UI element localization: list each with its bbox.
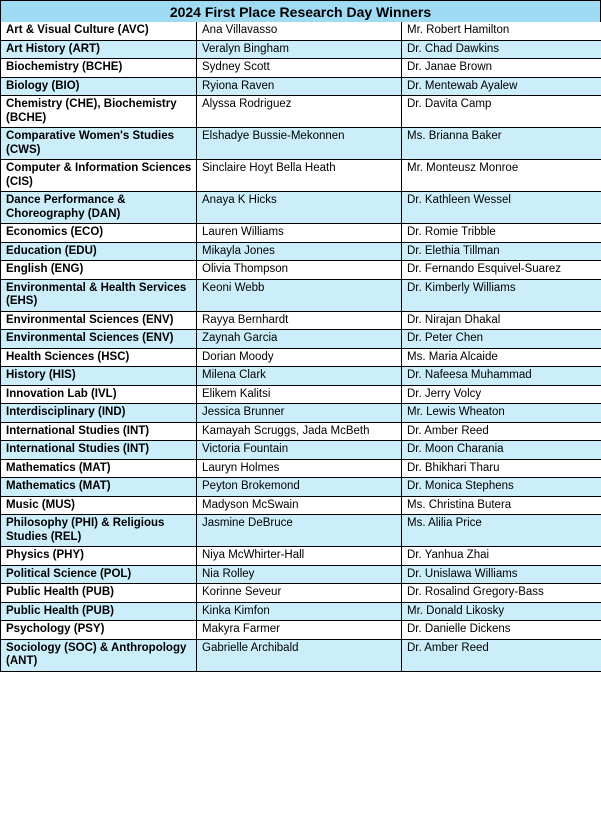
table-row — [1, 547, 601, 566]
cell-student: Kamayah Scruggs, Jada McBeth — [197, 422, 402, 441]
cell-student: Sydney Scott — [197, 59, 402, 78]
table-row — [1, 496, 601, 515]
cell-student: Mikayla Jones — [197, 242, 402, 261]
cell-mentor: Dr. Amber Reed — [402, 639, 601, 671]
cell-student: Nia Rolley — [197, 565, 402, 584]
cell-student: Jessica Brunner — [197, 404, 402, 423]
cell-mentor: Dr. Mentewab Ayalew — [402, 77, 601, 96]
cell-mentor: Dr. Unislawa Williams — [402, 565, 601, 584]
page-title: 2024 First Place Research Day Winners — [169, 3, 432, 20]
cell-department: Political Science (POL) — [1, 565, 197, 584]
cell-student: Lauren Williams — [197, 224, 402, 243]
cell-mentor: Dr. Fernando Esquivel-Suarez — [402, 261, 601, 280]
cell-mentor: Dr. Rosalind Gregory-Bass — [402, 584, 601, 603]
cell-department: Economics (ECO) — [1, 224, 197, 243]
cell-student: Peyton Brokemond — [197, 478, 402, 497]
cell-mentor: Dr. Kimberly Williams — [402, 279, 601, 311]
cell-department: Public Health (PUB) — [1, 602, 197, 621]
table-row — [1, 639, 601, 671]
cell-department: Dance Performance & Choreography (DAN) — [1, 192, 197, 224]
table-row — [1, 478, 601, 497]
table-row — [1, 441, 601, 460]
cell-student: Lauryn Holmes — [197, 459, 402, 478]
cell-department: Art History (ART) — [1, 40, 197, 59]
cell-student: Kinka Kimfon — [197, 602, 402, 621]
cell-mentor: Mr. Monteusz Monroe — [402, 160, 601, 192]
cell-department: Environmental Sciences (ENV) — [1, 311, 197, 330]
cell-department: International Studies (INT) — [1, 422, 197, 441]
table-row — [1, 348, 601, 367]
cell-mentor: Dr. Nafeesa Muhammad — [402, 367, 601, 386]
cell-student: Veralyn Bingham — [197, 40, 402, 59]
cell-student: Milena Clark — [197, 367, 402, 386]
cell-department: Environmental Sciences (ENV) — [1, 330, 197, 349]
cell-department: Music (MUS) — [1, 496, 197, 515]
cell-department: History (HIS) — [1, 367, 197, 386]
table-row — [1, 192, 601, 224]
cell-department: Computer & Information Sciences (CIS) — [1, 160, 197, 192]
document-title-bar — [0, 0, 601, 22]
table-row — [1, 385, 601, 404]
winners-table-body — [1, 22, 601, 671]
cell-mentor: Dr. Yanhua Zhai — [402, 547, 601, 566]
cell-department: Art & Visual Culture (AVC) — [1, 22, 197, 40]
cell-student: Ryiona Raven — [197, 77, 402, 96]
table-row — [1, 404, 601, 423]
cell-mentor: Ms. Brianna Baker — [402, 128, 601, 160]
cell-mentor: Mr. Robert Hamilton — [402, 22, 601, 40]
cell-department: Philosophy (PHI) & Religious Studies (REL) — [1, 515, 197, 547]
cell-department: Sociology (SOC) & Anthropology (ANT) — [1, 639, 197, 671]
cell-student: Korinne Seveur — [197, 584, 402, 603]
cell-student: Gabrielle Archibald — [197, 639, 402, 671]
table-row — [1, 330, 601, 349]
cell-department: International Studies (INT) — [1, 441, 197, 460]
table-row — [1, 602, 601, 621]
cell-mentor: Dr. Kathleen Wessel — [402, 192, 601, 224]
table-row — [1, 261, 601, 280]
cell-mentor: Dr. Danielle Dickens — [402, 621, 601, 640]
table-row — [1, 279, 601, 311]
cell-department: Mathematics (MAT) — [1, 459, 197, 478]
cell-student: Niya McWhirter-Hall — [197, 547, 402, 566]
table-row — [1, 160, 601, 192]
cell-department: Mathematics (MAT) — [1, 478, 197, 497]
cell-mentor: Dr. Jerry Volcy — [402, 385, 601, 404]
cell-mentor: Mr. Lewis Wheaton — [402, 404, 601, 423]
table-row — [1, 59, 601, 78]
cell-department: Interdisciplinary (IND) — [1, 404, 197, 423]
cell-student: Madyson McSwain — [197, 496, 402, 515]
cell-mentor: Dr. Bhikhari Tharu — [402, 459, 601, 478]
table-row — [1, 311, 601, 330]
cell-department: Education (EDU) — [1, 242, 197, 261]
table-row — [1, 242, 601, 261]
cell-student: Rayya Bernhardt — [197, 311, 402, 330]
cell-mentor: Dr. Janae Brown — [402, 59, 601, 78]
cell-mentor: Mr. Donald Likosky — [402, 602, 601, 621]
cell-department: Psychology (PSY) — [1, 621, 197, 640]
cell-student: Elshadye Bussie-Mekonnen — [197, 128, 402, 160]
cell-mentor: Dr. Amber Reed — [402, 422, 601, 441]
table-row — [1, 128, 601, 160]
cell-student: Makyra Farmer — [197, 621, 402, 640]
cell-mentor: Dr. Elethia Tillman — [402, 242, 601, 261]
cell-student: Alyssa Rodriguez — [197, 96, 402, 128]
table-row — [1, 77, 601, 96]
cell-student: Olivia Thompson — [197, 261, 402, 280]
cell-student: Jasmine DeBruce — [197, 515, 402, 547]
winners-table — [0, 22, 601, 672]
table-row — [1, 224, 601, 243]
cell-mentor: Dr. Romie Tribble — [402, 224, 601, 243]
table-row — [1, 459, 601, 478]
table-row — [1, 40, 601, 59]
cell-department: Health Sciences (HSC) — [1, 348, 197, 367]
cell-mentor: Dr. Monica Stephens — [402, 478, 601, 497]
cell-student: Ana Villavasso — [197, 22, 402, 40]
cell-mentor: Dr. Nirajan Dhakal — [402, 311, 601, 330]
table-row — [1, 621, 601, 640]
cell-department: Innovation Lab (IVL) — [1, 385, 197, 404]
cell-student: Zaynah Garcia — [197, 330, 402, 349]
table-row — [1, 584, 601, 603]
cell-department: English (ENG) — [1, 261, 197, 280]
table-row — [1, 515, 601, 547]
table-row — [1, 422, 601, 441]
cell-student: Anaya K Hicks — [197, 192, 402, 224]
cell-mentor: Dr. Davita Camp — [402, 96, 601, 128]
cell-mentor: Ms. Christina Butera — [402, 496, 601, 515]
cell-mentor: Ms. Alilia Price — [402, 515, 601, 547]
cell-student: Dorian Moody — [197, 348, 402, 367]
cell-student: Victoria Fountain — [197, 441, 402, 460]
cell-department: Comparative Women's Studies (CWS) — [1, 128, 197, 160]
cell-department: Chemistry (CHE), Biochemistry (BCHE) — [1, 96, 197, 128]
cell-student: Keoni Webb — [197, 279, 402, 311]
table-row — [1, 565, 601, 584]
cell-student: Elikem Kalitsi — [197, 385, 402, 404]
cell-department: Biochemistry (BCHE) — [1, 59, 197, 78]
table-row — [1, 22, 601, 40]
table-row — [1, 96, 601, 128]
table-row — [1, 367, 601, 386]
cell-department: Physics (PHY) — [1, 547, 197, 566]
cell-mentor: Dr. Peter Chen — [402, 330, 601, 349]
cell-mentor: Ms. Maria Alcaide — [402, 348, 601, 367]
cell-mentor: Dr. Moon Charania — [402, 441, 601, 460]
cell-student: Sinclaire Hoyt Bella Heath — [197, 160, 402, 192]
cell-mentor: Dr. Chad Dawkins — [402, 40, 601, 59]
cell-department: Environmental & Health Services (EHS) — [1, 279, 197, 311]
cell-department: Biology (BIO) — [1, 77, 197, 96]
cell-department: Public Health (PUB) — [1, 584, 197, 603]
